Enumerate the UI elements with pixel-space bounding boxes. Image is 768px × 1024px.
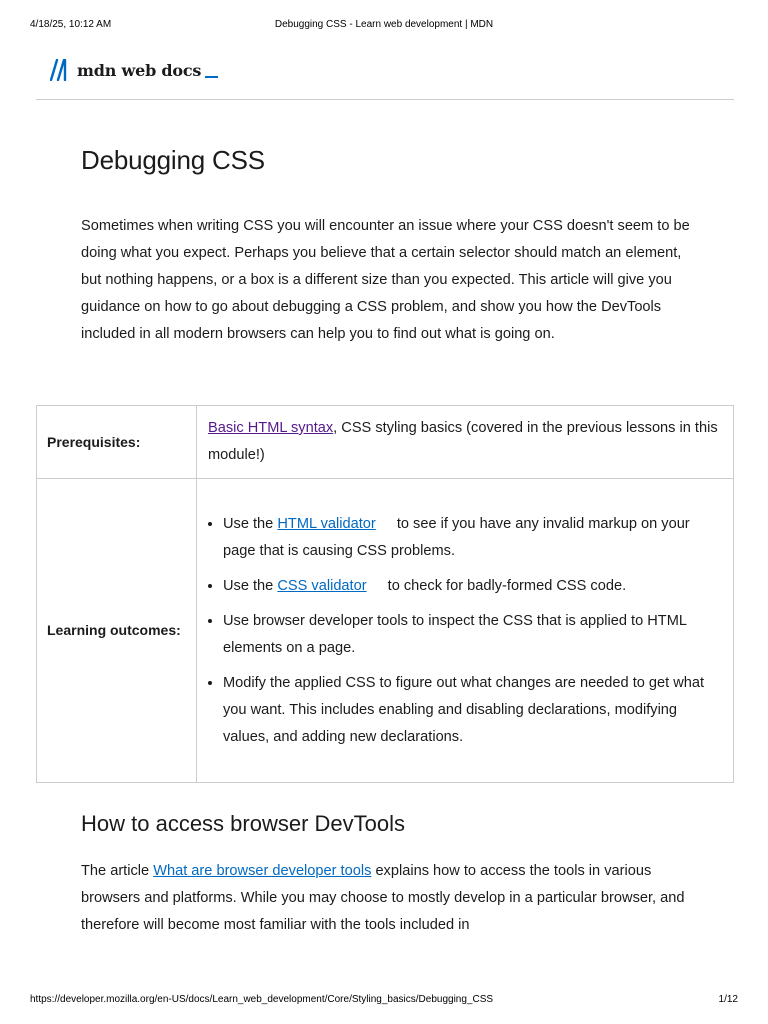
list-item: • Modify the applied CSS to figure out what changes are needed to get what you want. This includes enabling and disabling declarations, modifying values, and adding new declarations. xyxy=(223,670,722,751)
learning-meta-table xyxy=(36,405,734,783)
css-validator-link[interactable]: CSS validator xyxy=(277,577,367,594)
page-title: Debugging CSS xyxy=(81,145,265,175)
prerequisites-text: , CSS styling basics (covered in the previous lessons in this module!) xyxy=(208,420,718,463)
list-item xyxy=(223,511,722,565)
list-item: • Use browser developer tools to inspect the CSS that is applied to HTML elements on a page. xyxy=(223,608,722,662)
list-item xyxy=(223,573,722,600)
print-page-title: Debugging CSS - Learn web development | MDN xyxy=(274,19,494,30)
outcomes-value xyxy=(197,479,734,783)
list-item-text: to check for badly-formed CSS code. xyxy=(383,577,627,594)
mdn-m-logo-icon xyxy=(50,59,72,81)
section-text: explains how to access the tools in various browsers and platforms. While you may choose to mostly develop in a particular browser, and therefore will become most familiar with the tools included in xyxy=(81,863,685,933)
header-divider xyxy=(36,99,734,100)
prerequisites-value xyxy=(197,406,734,479)
html-validator-link[interactable]: HTML validator xyxy=(277,515,376,532)
print-footer xyxy=(30,994,738,1008)
mdn-logo-link[interactable] xyxy=(50,56,218,84)
print-url: https://developer.mozilla.org/en-US/docs/Learn_web_development/Core/Styling_basics/Debugging_CSS xyxy=(30,994,494,1005)
logo-text: mdn web docs xyxy=(77,60,202,80)
logo-cursor-underscore xyxy=(205,76,218,78)
outcomes-row xyxy=(37,479,734,783)
print-datetime: 4/18/25, 10:12 AM xyxy=(30,19,112,30)
list-item-text: Use the xyxy=(223,515,278,532)
section-paragraph xyxy=(81,858,701,939)
section-text: The article xyxy=(81,863,154,879)
devtools-article-link[interactable]: What are browser developer tools xyxy=(153,863,372,879)
prerequisites-row xyxy=(37,406,734,479)
section-heading: How to access browser DevTools xyxy=(81,811,406,836)
outcomes-list xyxy=(208,511,722,751)
list-item-text: Use the xyxy=(223,577,278,594)
outcomes-label: Learning outcomes: xyxy=(37,479,197,783)
print-header xyxy=(30,19,738,33)
list-item-text: to see if you have any invalid markup on your page that is causing CSS problems. xyxy=(223,515,690,559)
print-page-number: 1/12 xyxy=(718,994,738,1005)
basic-html-syntax-link[interactable]: Basic HTML syntax xyxy=(208,420,334,436)
intro-paragraph: Sometimes when writing CSS you will encounter an issue where your CSS doesn't seem to be doing what you expect. Perhaps you believe that a certain selector should match an element, but nothing happens, or a box is a different size than you expected. This article will give you guidance on how to go about debugging a CSS problem, and show you how the DevTools included in all modern browsers can help you to find out what is going on. xyxy=(81,218,690,342)
prerequisites-label: Prerequisites: xyxy=(37,406,197,479)
